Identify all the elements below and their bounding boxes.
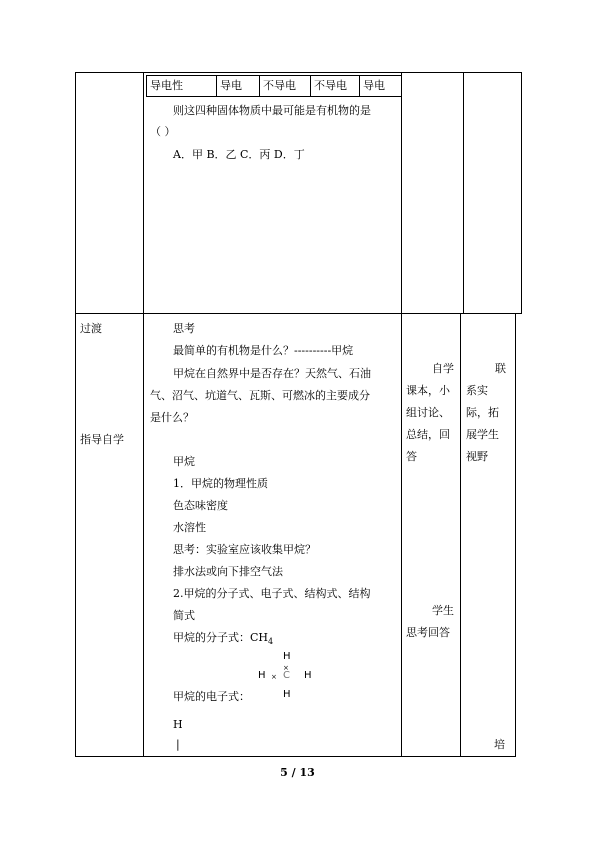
table-left-border — [75, 72, 76, 756]
electron-dot-h-right: H — [304, 670, 312, 681]
student-activity-2: 学生 思考回答 — [406, 604, 454, 639]
conductivity-cell-2: 不导电 — [263, 79, 296, 92]
col3-divider-top — [463, 72, 464, 313]
content-formulas-line-1: 2.甲烷的分子式、电子式、结构式、结构 — [173, 587, 371, 600]
table-right-border-top — [521, 72, 522, 313]
molecular-formula-subscript: 4 — [268, 637, 274, 647]
col3-divider-bottom — [460, 313, 461, 756]
content-para-line-3: 是什么？ — [150, 411, 194, 424]
question-text: 则这四种固体物质中最可能是有机物的是 — [173, 104, 371, 117]
content-para-line-2: 气、沼气、坑道气、瓦斯、可燃冰的主要成分 — [150, 389, 370, 402]
col1-divider — [143, 72, 144, 756]
conductivity-cell-3: 不导电 — [314, 79, 347, 92]
electron-dot-c-center: C — [283, 670, 290, 681]
content-structure-bar: | — [176, 738, 180, 751]
table-right-border-bottom — [515, 313, 516, 756]
row-divider — [75, 313, 522, 314]
question-options: A．甲 B．乙 C．丙 D．丁 — [173, 148, 305, 161]
electron-dot-h-top: H — [283, 651, 291, 662]
conductivity-cell-4: 导电 — [363, 79, 385, 92]
page-number: 5 / 13 — [280, 766, 315, 779]
table-bottom-border — [75, 756, 516, 757]
stage-label-transition: 过渡 — [80, 322, 102, 335]
electron-dot-structure — [254, 652, 318, 704]
content-think-collect: 思考：实验室应该收集甲烷？ — [173, 543, 316, 556]
content-phys-solubility: 水溶性 — [173, 521, 206, 534]
content-phys-appearance: 色态味密度 — [173, 499, 228, 512]
electron-dot-cross-top: × — [283, 664, 289, 672]
table-top-border — [75, 72, 522, 73]
design-intent-bottom: 培 — [494, 738, 505, 751]
col2-divider — [401, 72, 402, 756]
content-collect-method: 排水法或向下排空气法 — [173, 565, 283, 578]
content-simplest-organic: 最简单的有机物是什么？----------甲烷 — [173, 344, 354, 357]
content-think: 思考 — [173, 322, 195, 335]
stage-label-self-study: 指导自学 — [80, 433, 124, 446]
conductivity-cell-1: 导电 — [220, 79, 242, 92]
molecular-formula-label: 甲烷的分子式：CH — [173, 631, 269, 644]
content-para-line-1: 甲烷在自然界中是否存在？天然气、石油 — [173, 367, 371, 380]
content-methane: 甲烷 — [173, 455, 195, 468]
electron-dot-h-bottom: H — [283, 689, 291, 700]
conductivity-header-cell: 导电性 — [150, 79, 183, 92]
question-bracket: （ ） — [150, 125, 176, 138]
content-formulas-line-2: 简式 — [173, 609, 195, 622]
content-electron-formula-label: 甲烷的电子式： — [173, 690, 250, 703]
electron-dot-cross-left: × — [271, 673, 277, 681]
design-intent: 联 系实 际，拓 展学生 视野 — [466, 362, 506, 463]
content-phys-heading: 1．甲烷的物理性质 — [173, 477, 268, 490]
content-structure-h: H — [173, 718, 183, 731]
student-activity-1: 自学 课本，小 组讨论、 总结，回 答 — [406, 362, 454, 463]
content-molecular-formula — [173, 631, 273, 649]
electron-dot-h-left: H — [258, 670, 266, 681]
